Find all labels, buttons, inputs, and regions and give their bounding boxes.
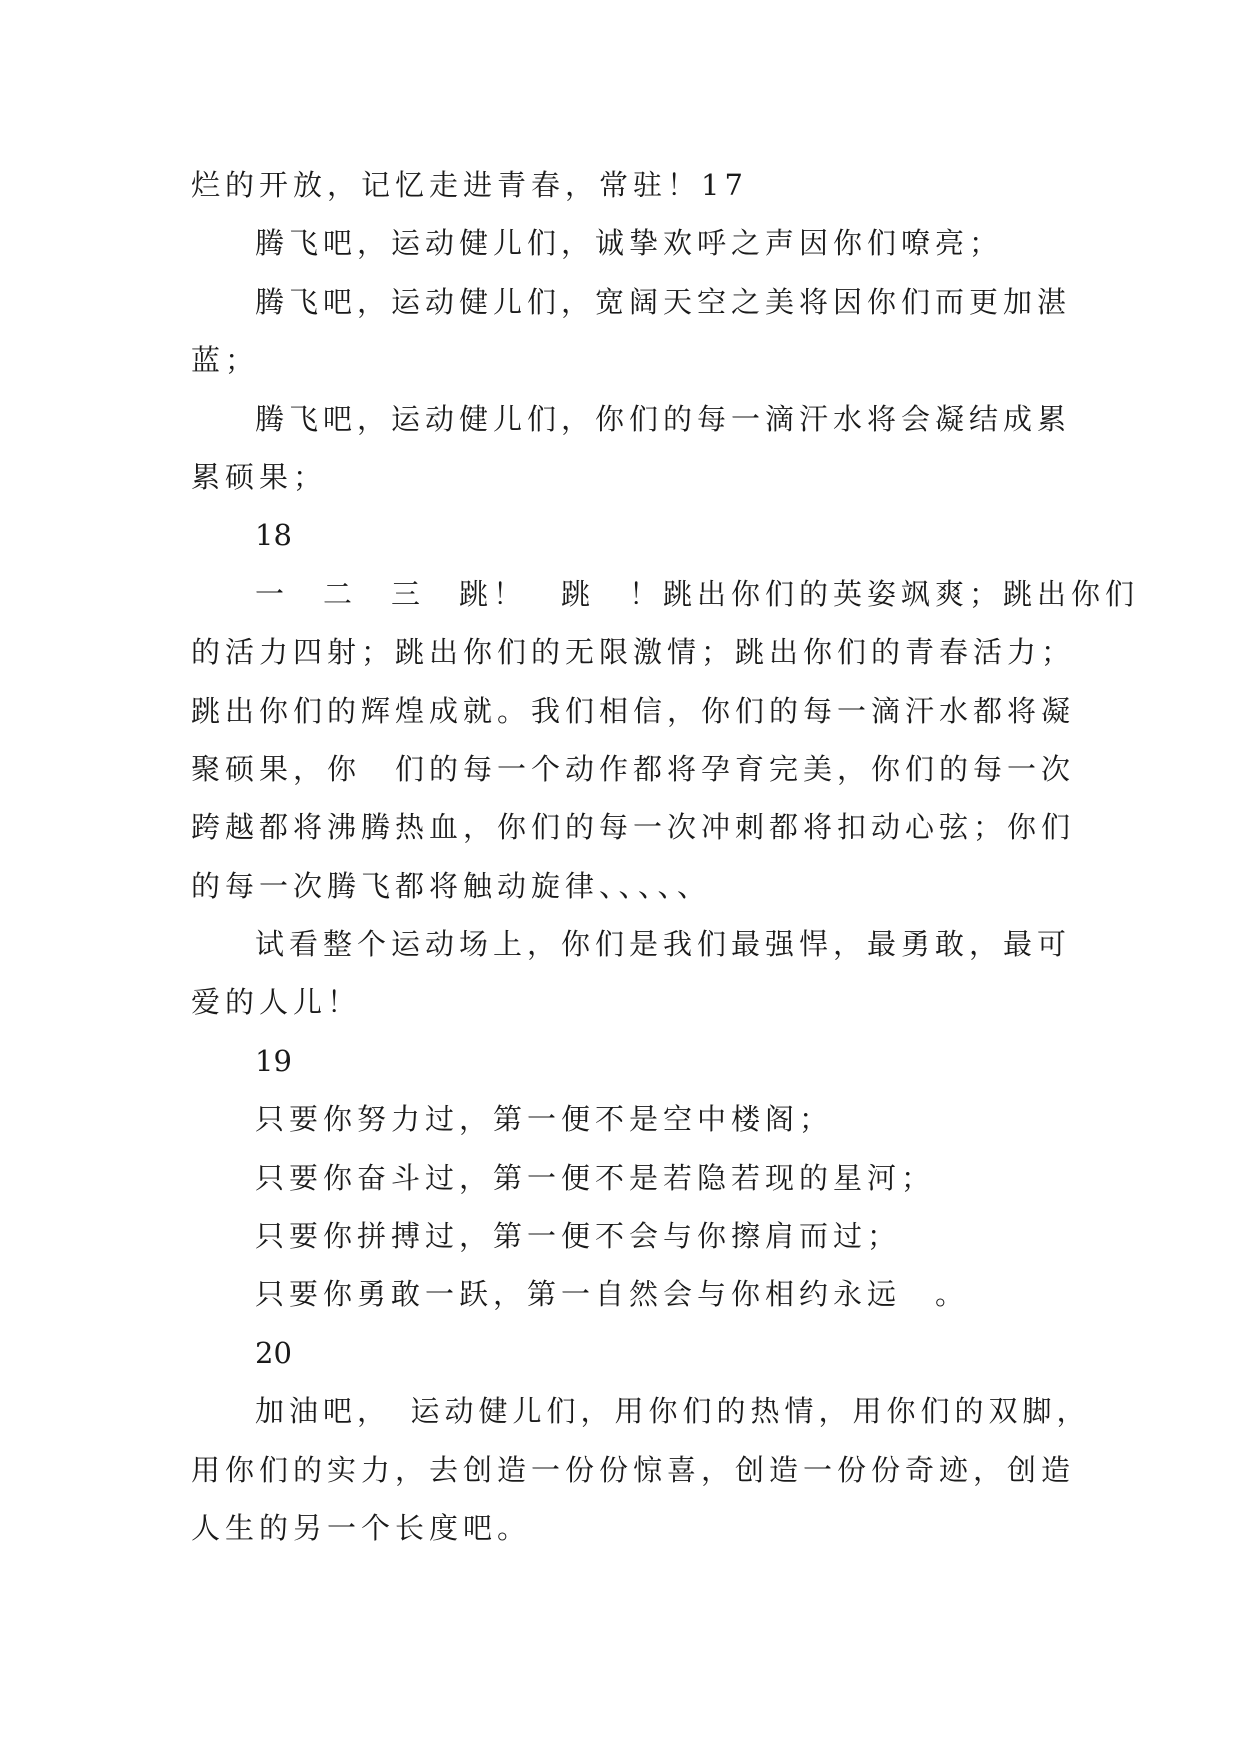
text-line: 跨越都将沸腾热血，你们的每一次冲刺都将扣动心弦；你们	[191, 810, 1076, 845]
text-line: 用你们的实力，去创造一份份惊喜，创造一份份奇迹，创造	[191, 1452, 1076, 1487]
text-line: 的活力四射；跳出你们的无限激情；跳出你们的青春活力；	[191, 635, 1076, 670]
text-line: 一 二 三 跳！ 跳 ！跳出你们的英姿飒爽；跳出你们	[255, 576, 1140, 611]
text-line: 人生的另一个长度吧。	[191, 1510, 532, 1545]
section-number: 19	[255, 1043, 292, 1078]
text-line: 加油吧， 运动健儿们，用你们的热情，用你们的双脚，	[255, 1394, 1091, 1429]
text-line: 聚硕果，你 们的每一个动作都将孕育完美，你们的每一次	[191, 751, 1076, 786]
document-body	[191, 156, 1140, 1557]
text-line: 只要你努力过，第一便不是空中楼阁；	[255, 1102, 834, 1137]
text-line: 腾飞吧，运动健儿们，宽阔天空之美将因你们而更加湛	[255, 284, 1072, 319]
section-number: 20	[255, 1335, 292, 1370]
text-line: 腾飞吧，运动健儿们，你们的每一滴汗水将会凝结成累	[255, 401, 1072, 436]
text-line: 蓝；	[191, 343, 260, 378]
text-line: 试看整个运动场上，你们是我们最强悍，最勇敢，最可	[255, 927, 1072, 962]
text-line: 的每一次腾飞都将触动旋律、、、、、	[191, 868, 712, 903]
text-line: 腾飞吧，运动健儿们，诚挚欢呼之声因你们嘹亮；	[255, 226, 1004, 261]
text-line: 只要你拼搏过，第一便不会与你擦肩而过；	[255, 1219, 902, 1254]
text-line: 爱的人儿！	[191, 985, 362, 1020]
text-line: 跳出你们的辉煌成就。我们相信，你们的每一滴汗水都将凝	[191, 693, 1076, 728]
text-line: 只要你勇敢一跃，第一自然会与你相约永远 。	[255, 1277, 970, 1312]
text-line: 只要你奋斗过，第一便不是若隐若现的星河；	[255, 1160, 936, 1195]
text-line: 烂的开放，记忆走进青春，常驻！17	[191, 168, 748, 202]
section-number: 18	[255, 518, 292, 553]
text-line: 累硕果；	[191, 459, 328, 494]
